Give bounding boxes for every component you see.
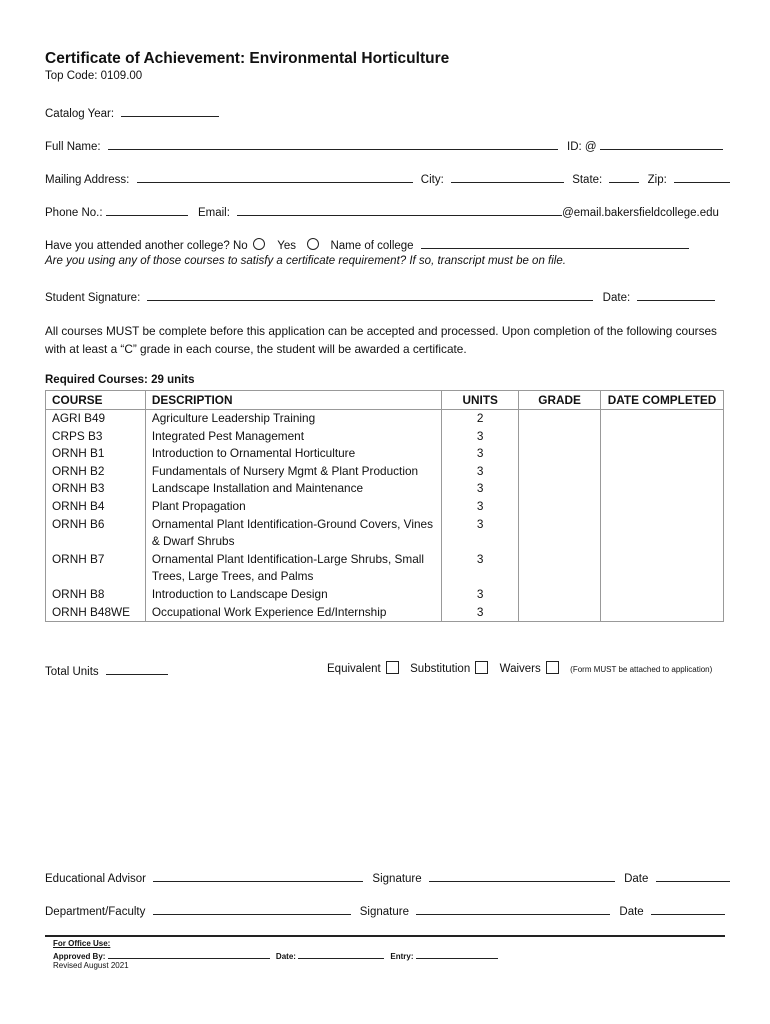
college-name-label: Name of college <box>330 240 414 252</box>
attended-row <box>45 236 689 252</box>
grade-cell[interactable] <box>519 480 601 498</box>
table-row <box>46 463 724 481</box>
grade-cell[interactable] <box>519 551 601 586</box>
course-code: ORNH B48WE <box>46 604 146 622</box>
id-label: ID: @ <box>567 141 597 153</box>
date-completed-cell[interactable] <box>601 516 724 551</box>
department-date-label: Date <box>619 906 644 918</box>
table-row <box>46 428 724 446</box>
department-signature-label: Signature <box>359 906 409 918</box>
student-date-label: Date: <box>602 292 631 304</box>
office-use-row <box>53 950 498 961</box>
yes-radio[interactable] <box>307 238 319 250</box>
course-code: ORNH B8 <box>46 586 146 604</box>
table-row <box>46 480 724 498</box>
college-name-field[interactable] <box>421 236 689 249</box>
course-description: Plant Propagation <box>145 498 441 516</box>
advisor-row <box>45 869 730 885</box>
no-label: No <box>232 240 248 252</box>
date-completed-cell[interactable] <box>601 586 724 604</box>
course-code: CRPS B3 <box>46 428 146 446</box>
course-description: Agriculture Leadership Training <box>145 410 441 428</box>
attended-question: Have you attended another college? <box>45 240 230 252</box>
city-label: City: <box>420 174 444 186</box>
table-row <box>46 516 724 551</box>
course-units: 3 <box>442 445 519 463</box>
full-name-field[interactable] <box>108 137 558 150</box>
grade-cell[interactable] <box>519 410 601 428</box>
course-description: Landscape Installation and Maintenance <box>145 480 441 498</box>
advisor-field[interactable] <box>153 869 363 882</box>
advisor-signature-field[interactable] <box>429 869 615 882</box>
course-units: 3 <box>442 498 519 516</box>
course-description: Ornamental Plant Identification-Ground Covers, Vines & Dwarf Shrubs <box>145 516 441 551</box>
table-header-row <box>46 391 724 410</box>
state-label: State: <box>572 174 603 186</box>
student-signature-field[interactable] <box>147 288 593 301</box>
approved-by-label: Approved By: <box>53 952 106 961</box>
office-date-field[interactable] <box>298 950 384 959</box>
date-completed-cell[interactable] <box>601 410 724 428</box>
catalog-year-field[interactable] <box>121 104 219 117</box>
transcript-note: Are you using any of those courses to satisfy a certificate requirement? If so, transcript must be on file. <box>45 255 566 267</box>
grade-cell[interactable] <box>519 463 601 481</box>
student-date-field[interactable] <box>637 288 715 301</box>
course-description: Occupational Work Experience Ed/Internship <box>145 604 441 622</box>
table-row <box>46 445 724 463</box>
course-code: ORNH B2 <box>46 463 146 481</box>
course-description: Fundamentals of Nursery Mgmt & Plant Production <box>145 463 441 481</box>
table-row <box>46 498 724 516</box>
table-row <box>46 586 724 604</box>
required-courses-heading: Required Courses: 29 units <box>45 374 195 386</box>
courses-table <box>45 390 724 622</box>
col-description: DESCRIPTION <box>145 391 441 410</box>
course-code: ORNH B3 <box>46 480 146 498</box>
department-row <box>45 902 725 918</box>
date-completed-cell[interactable] <box>601 480 724 498</box>
substitution-checkbox[interactable] <box>475 661 488 674</box>
entry-field[interactable] <box>416 950 498 959</box>
date-completed-cell[interactable] <box>601 445 724 463</box>
waivers-label: Waivers <box>499 663 541 675</box>
department-field[interactable] <box>153 902 351 915</box>
course-units: 3 <box>442 551 519 586</box>
grade-cell[interactable] <box>519 516 601 551</box>
date-completed-cell[interactable] <box>601 463 724 481</box>
phone-field[interactable] <box>106 203 188 216</box>
grade-cell[interactable] <box>519 604 601 622</box>
page-title: Certificate of Achievement: Environmental Horticulture <box>45 50 450 67</box>
department-date-field[interactable] <box>651 902 725 915</box>
city-field[interactable] <box>451 170 564 183</box>
phone-label: Phone No.: <box>45 207 103 219</box>
department-label: Department/Faculty <box>45 906 146 918</box>
office-date-label: Date: <box>275 952 296 961</box>
exceptions-row <box>327 661 712 675</box>
col-date-completed: DATE COMPLETED <box>601 391 724 410</box>
approved-by-field[interactable] <box>108 950 270 959</box>
email-field[interactable] <box>237 203 562 216</box>
zip-label: Zip: <box>647 174 667 186</box>
catalog-year-row <box>45 104 219 120</box>
table-row <box>46 604 724 622</box>
grade-cell[interactable] <box>519 445 601 463</box>
office-use-section <box>45 935 725 937</box>
course-units: 3 <box>442 463 519 481</box>
course-description: Introduction to Ornamental Horticulture <box>145 445 441 463</box>
full-name-label: Full Name: <box>45 141 101 153</box>
student-signature-row <box>45 288 715 304</box>
course-units: 3 <box>442 516 519 551</box>
course-units: 2 <box>442 410 519 428</box>
table-row <box>46 410 724 428</box>
course-units: 3 <box>442 586 519 604</box>
total-units-field[interactable] <box>106 662 168 675</box>
grade-cell[interactable] <box>519 586 601 604</box>
date-completed-cell[interactable] <box>601 551 724 586</box>
date-completed-cell[interactable] <box>601 428 724 446</box>
phone-email-row <box>45 203 719 219</box>
zip-field[interactable] <box>674 170 730 183</box>
course-description: Introduction to Landscape Design <box>145 586 441 604</box>
mailing-address-field[interactable] <box>137 170 413 183</box>
advisor-signature-label: Signature <box>372 873 422 885</box>
catalog-year-label: Catalog Year: <box>45 108 115 120</box>
course-code: ORNH B6 <box>46 516 146 551</box>
no-radio[interactable] <box>253 238 265 250</box>
office-use-heading: For Office Use: <box>53 939 111 948</box>
student-signature-label: Student Signature: <box>45 292 141 304</box>
total-units-row <box>45 662 168 678</box>
form-attached-note: (Form MUST be attached to application) <box>570 665 713 674</box>
course-code: ORNH B4 <box>46 498 146 516</box>
col-course: COURSE <box>46 391 146 410</box>
revised-date: Revised August 2021 <box>53 961 129 970</box>
email-domain: @email.bakersfieldcollege.edu <box>562 207 719 219</box>
course-description: Ornamental Plant Identification-Large Shrubs, Small Trees, Large Trees, and Palms <box>145 551 441 586</box>
full-name-row <box>45 137 723 153</box>
advisor-date-label: Date <box>624 873 649 885</box>
mailing-address-label: Mailing Address: <box>45 174 130 186</box>
top-code: Top Code: 0109.00 <box>45 70 143 82</box>
date-completed-cell[interactable] <box>601 604 724 622</box>
course-code: ORNH B1 <box>46 445 146 463</box>
equivalent-label: Equivalent <box>327 663 381 675</box>
equivalent-checkbox[interactable] <box>386 661 399 674</box>
grade-cell[interactable] <box>519 498 601 516</box>
advisor-date-field[interactable] <box>656 869 730 882</box>
id-field[interactable] <box>600 137 723 150</box>
completion-notice: All courses MUST be complete before this application can be accepted and processed. Upon completion of the following courses with at least a “C” grade in each course, the student will be awarded a certificate. <box>45 324 717 356</box>
total-units-label: Total Units <box>45 666 99 678</box>
grade-cell[interactable] <box>519 428 601 446</box>
department-signature-field[interactable] <box>416 902 610 915</box>
substitution-label: Substitution <box>410 663 471 675</box>
course-code: AGRI B49 <box>46 410 146 428</box>
advisor-label: Educational Advisor <box>45 873 147 885</box>
course-code: ORNH B7 <box>46 551 146 586</box>
entry-label: Entry: <box>390 952 414 961</box>
state-field[interactable] <box>609 170 639 183</box>
table-row <box>46 551 724 586</box>
email-label: Email: <box>197 207 230 219</box>
col-units: UNITS <box>442 391 519 410</box>
course-units: 3 <box>442 604 519 622</box>
course-units: 3 <box>442 480 519 498</box>
yes-label: Yes <box>277 240 297 252</box>
waivers-checkbox[interactable] <box>546 661 559 674</box>
col-grade: GRADE <box>519 391 601 410</box>
course-description: Integrated Pest Management <box>145 428 441 446</box>
address-row <box>45 170 730 186</box>
date-completed-cell[interactable] <box>601 498 724 516</box>
course-units: 3 <box>442 428 519 446</box>
